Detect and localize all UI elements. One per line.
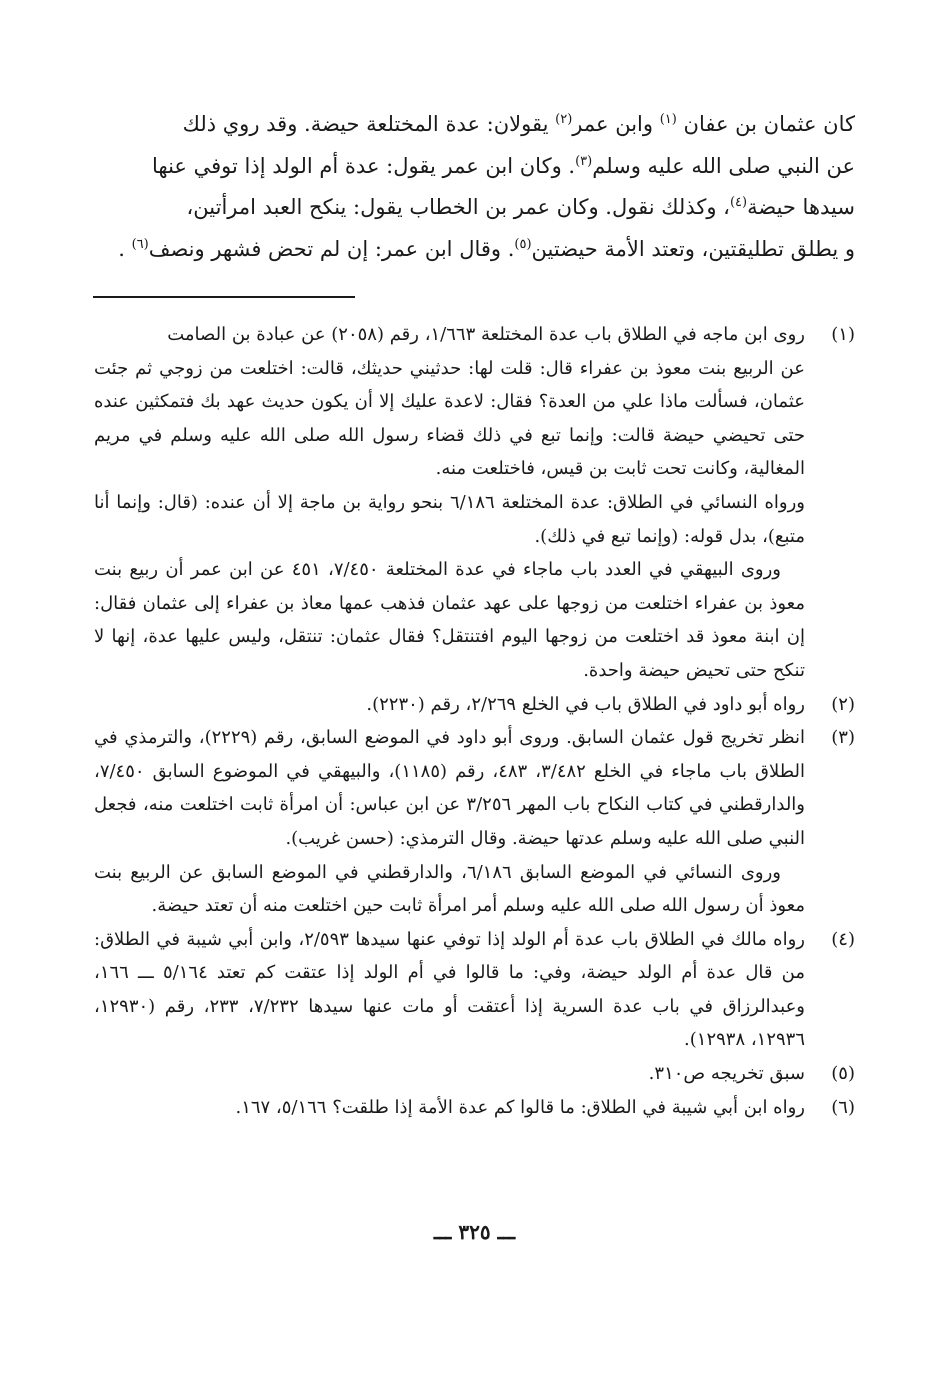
footnote-paragraph: رواه أبو داود في الطلاق باب في الخلع ٢/٢٦٩، رقم (٢٢٣٠). bbox=[366, 693, 805, 715]
main-text-run: عن النبي صلى الله عليه وسلم bbox=[592, 153, 855, 178]
main-text-run: . وقال ابن عمر: إن لم تحض فشهر ونصف bbox=[148, 236, 515, 261]
footnote-body bbox=[94, 923, 805, 1057]
main-text-run: و يطلق تطليقتين، وتعتد الأمة حيضتين bbox=[531, 236, 855, 261]
main-text-run: وابن عمر bbox=[572, 112, 660, 136]
footnote-2 bbox=[94, 688, 855, 722]
footnote-ref: (٥) bbox=[514, 236, 532, 252]
footnote-ref: (٦) bbox=[131, 236, 149, 252]
footnote-paragraph: وروى النسائي في الموضع السابق ٦/١٨٦، والدارقطني في الموضع السابق عن الربيع بنت معوذ أن رسول الله صلى الله عليه وسلم أمر امرأة ثابت حين اختلعت منه أن تعتد حيضة. bbox=[94, 861, 805, 917]
footnote-6 bbox=[94, 1091, 855, 1125]
footnote-1 bbox=[94, 318, 855, 688]
main-text-run: . bbox=[118, 236, 132, 261]
footnote-body bbox=[94, 1057, 805, 1091]
footnote-paragraph: عن الربيع بنت معوذ بن عفراء قال: قلت لها: حدثيني حديثك، قالت: اختلعت من زوجي ثم جئت عثمان، فسألت ماذا علي من العدة؟ فقال: لاعدة عليك إلا أن يكون حديث عهد بك فتمكثين عنده حتى تحيضي حيضة قالت: وإنما تبع في ذلك قضاء رسول الله صلى الله عليه وسلم في مريم المغالية، وكانت تحت ثابت بن قيس، فاختلعت منه. bbox=[94, 357, 805, 480]
main-text-run: يقولان: عدة المختلعة حيضة. وقد روي ذلك bbox=[182, 112, 556, 136]
footnote-number: (٥) bbox=[831, 1063, 855, 1085]
main-text-run: . وكان ابن عمر يقول: عدة أم الولد إذا توفي عنها bbox=[152, 153, 576, 178]
footnote-body bbox=[94, 721, 805, 923]
footnote-paragraph: ورواه النسائي في الطلاق: عدة المختلعة ٦/١٨٦ بنحو رواية بن ماجة إلا أن عنده: (قال: وإنما أنا متبع)، بدل قوله: (وإنما تبع في ذلك). bbox=[94, 491, 806, 547]
footnote-separator bbox=[93, 296, 355, 298]
footnote-body bbox=[94, 318, 805, 688]
footnote-paragraph: روى ابن ماجه في الطلاق باب عدة المختلعة ١/٦٦٣، رقم (٢٠٥٨) عن عبادة بن الصامت bbox=[167, 324, 805, 345]
footnote-paragraph: رواه ابن أبي شيبة في الطلاق: ما قالوا كم عدة الأمة إذا طلقت؟ ٥/١٦٦، ١٦٧. bbox=[235, 1096, 805, 1118]
main-text bbox=[118, 104, 855, 270]
footnote-number: (٣) bbox=[831, 727, 855, 749]
footnote-body bbox=[94, 688, 805, 722]
footnote-number: (٢) bbox=[831, 693, 855, 715]
footnote-paragraph: رواه مالك في الطلاق باب عدة أم الولد إذا توفي عنها سيدها ٢/٥٩٣، وابن أبي شيبة في الطلاق: من قال عدة أم الولد حيضة، وفي: ما قالوا في أم الولد إذا عتقت كم تعتد ٥/١٦٤ ـــ ١٦٦، وعبدالرزاق في باب عدة السرية إذا أعتقت أو مات عنها سيدها ٧/٢٣٢، ٢٣٣، رقم (١٢٩٣٠، ١٢٩٣٦، ١٢٩٣٨). bbox=[94, 928, 806, 1051]
footnote-paragraph: سبق تخريجه ص٣١٠. bbox=[648, 1063, 805, 1085]
footnote-paragraph: وروى البيهقي في العدد باب ماجاء في عدة المختلعة ٧/٤٥٠، ٤٥١ عن ابن عمر أن ربيع بنت معوذ بن عفراء اختلعت من زوجها على عهد عثمان فذهب عمها معاذ بن عفراء إلى عثمان فقال: إن ابنة معوذ قد اختلعت من زوجها اليوم افتنتقل؟ فقال عثمان: تنتقل، وليس عليها عدة، إنها لا تنكح حتى تحيض حيضة واحدة. bbox=[94, 559, 805, 681]
main-text-run: سيدها حيضة bbox=[747, 195, 855, 219]
footnotes bbox=[94, 318, 855, 1124]
main-line bbox=[118, 146, 855, 188]
footnote-ref: (٣) bbox=[575, 153, 593, 169]
footnote-number: (٤) bbox=[831, 928, 855, 950]
footnote-ref: (٤) bbox=[729, 195, 748, 210]
footnote-paragraph: انظر تخريج قول عثمان السابق. وروى أبو داود في الموضع السابق، رقم (٢٢٢٩)، والترمذي في الطلاق باب ماجاء في الخلع ٣/٤٨٢، ٤٨٣، رقم (١١٨٥)، والبيهقي في الموضوع السابق ٧/٤٥٠، والدارقطني في كتاب النكاح باب المهر ٣/٢٥٦ عن ابن عباس: أن امرأة ثابت اختلعت منه، فجعل النبي صلى الله عليه وسلم عدتها حيضة. وقال الترمذي: (حسن غريب). bbox=[94, 727, 805, 849]
footnote-number: (٦) bbox=[831, 1096, 855, 1118]
footnote-number: (١) bbox=[831, 324, 855, 345]
main-line bbox=[118, 104, 855, 146]
page-number: ـــ ٣٢٥ ـــ bbox=[433, 1220, 516, 1244]
main-text-run: كان عثمان بن عفان bbox=[676, 112, 855, 136]
main-text-run: ، وكذلك نقول. وكان عمر بن الخطاب يقول: ينكح العبد امرأتين، bbox=[186, 195, 730, 219]
main-line bbox=[118, 187, 855, 229]
main-line bbox=[118, 229, 855, 271]
footnote-ref: (٢) bbox=[555, 112, 573, 127]
footnote-3 bbox=[94, 721, 855, 923]
footnote-5 bbox=[94, 1057, 855, 1091]
footnote-4 bbox=[94, 923, 855, 1057]
footnote-ref: (١) bbox=[659, 112, 677, 127]
footnote-body bbox=[94, 1091, 805, 1125]
